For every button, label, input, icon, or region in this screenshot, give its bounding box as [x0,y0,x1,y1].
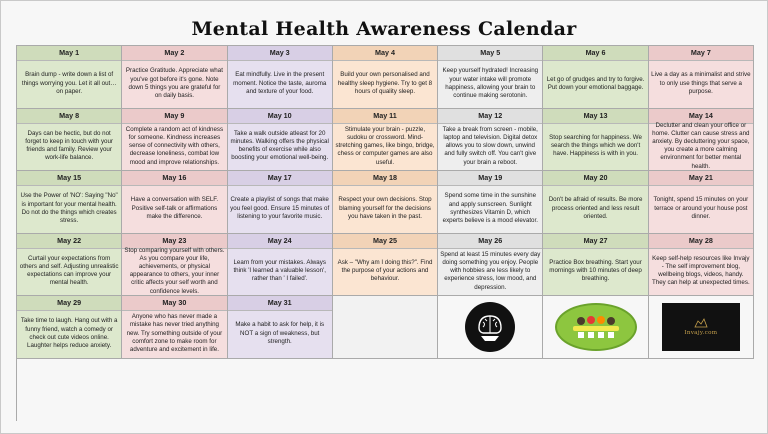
day-cell [122,171,227,234]
day-cell [17,234,122,297]
day-date: May 1 [17,46,121,61]
brand-name: Invajy.com [684,329,718,336]
day-tip: Stimulate your brain - puzzle, sudoku or crossword. Mind-stretching games, like bingo, bridge, chess or computer games are also useful. [335,125,435,166]
day-date: May 7 [649,46,753,61]
day-tip: Complete a random act of kindness for someone. Kindness increases sense of connectivity with others, decrease loneliness, combat low mood and improve relationships. [125,125,224,166]
day-date: May 5 [438,46,542,61]
day-cell [333,171,438,234]
day-date: May 8 [17,109,121,124]
logo-cell [438,296,543,359]
day-tip: Tonight, spend 15 minutes on your terrace or around your house post dinner. [653,196,749,220]
day-date: May 27 [543,234,647,249]
invajy-logo-icon [662,303,740,351]
day-cell [543,109,648,172]
day-date: May 14 [649,109,753,124]
day-date: May 31 [228,296,332,311]
day-date: May 30 [122,296,226,311]
brain-logo-icon [465,302,515,352]
calendar-grid [16,45,754,421]
day-tip: Take a break from screen - mobile, laptop and television. Digital detox allows you to slow down, unwind and fully switch off. You can't give your brain a reboot. [442,125,538,166]
day-cell [122,46,227,109]
day-date: May 15 [17,171,121,186]
day-tip: Curtail your expectations from others and self. Adjusting unrealistic expectations can improve your mental health. [19,254,119,287]
day-date: May 22 [17,234,121,249]
empty-cell [333,296,438,359]
day-date: May 6 [543,46,647,61]
day-date: May 4 [333,46,437,61]
day-date: May 10 [228,109,332,124]
day-tip: Create a playlist of songs that make you feel good. Ensure 15 minutes of listening to your favorite music. [230,196,330,220]
day-cell [228,109,333,172]
day-date: May 2 [122,46,226,61]
day-date: May 26 [438,234,542,249]
day-tip: Spend at least 15 minutes every day doing something you enjoy. People with hobbies are less likely to experience stress, low mood, and depression. [440,250,541,291]
day-tip: Practice Gratitude. Appreciate what you've got before it's gone. Note down 5 things you are grateful for on daily basis. [125,67,223,99]
day-cell [438,46,543,109]
day-date: May 16 [122,171,226,186]
day-cell [649,46,754,109]
day-cell [17,46,122,109]
day-cell [122,296,227,359]
day-cell [543,171,648,234]
day-cell [333,234,438,297]
day-date: May 11 [333,109,437,124]
day-cell [649,109,754,172]
day-tip: Practice Box breathing. Start your mornings with 10 minutes of deep breathing. [549,258,642,283]
day-date: May 13 [543,109,647,124]
day-date: May 12 [438,109,542,124]
page-title: Mental Health Awareness Calendar [191,18,577,40]
day-date: May 18 [333,171,437,186]
day-tip: Learn from your mistakes. Always think 'I learned a valuable lesson', rather than ' I failed'. [233,258,326,283]
day-cell [543,234,648,297]
day-cell [543,46,648,109]
day-tip: Keep self-help resources like Invajy - The self improvement blog, wellbeing blogs, videos, handy. They can help at unexpected times. [652,254,750,287]
day-cell [649,171,754,234]
day-tip: Stop comparing yourself with others. As you compare your life, achievements, or physical appearance to others, your inner critic affects your self worth and confidence levels. [124,246,225,295]
day-tip: Live a day as a minimalist and strive to only use things that serve a purpose. [651,71,751,95]
day-cell [333,109,438,172]
day-cell [122,234,227,297]
day-tip: Have a conversation with SELF. Positive self-talk or affirmations make the difference. [130,196,219,220]
day-date: May 19 [438,171,542,186]
day-tip: Brain dump - write down a list of things worrying you. Let it all out…on paper. [21,71,117,95]
day-tip: Use the Power of 'NO': Saying "No" is important for your mental health. Do not do the things which creates stress. [20,192,118,224]
day-cell [122,109,227,172]
day-cell [17,171,122,234]
day-tip: Declutter and clean your office or home. Clutter can cause stress and anxiety. By decluttering your space, you create a more calming environment for better mental health. [652,121,750,170]
day-date: May 23 [122,234,226,249]
day-tip: Take time to laugh. Hang out with a funny friend, watch a comedy or check out cute videos online. Laughter helps reduce anxiety. [20,317,118,349]
day-tip: Eat mindfully. Live in the present moment. Notice the taste, auroma and texture of your food. [233,71,327,95]
day-date: May 17 [228,171,332,186]
day-date: May 25 [333,234,437,249]
day-cell [228,234,333,297]
title-bar [0,18,768,40]
green-group-logo-icon [555,303,637,351]
day-cell [649,234,754,297]
day-date: May 20 [543,171,647,186]
day-date: May 9 [122,109,226,124]
day-tip: Build your own personalised and healthy sleep hygiene. Try to get 8 hours of quality sleep. [337,71,433,95]
day-cell [438,234,543,297]
logo-cell [649,296,754,359]
day-tip: Days can be hectic, but do not forget to keep in touch with your friends and family. Review your work-life balance. [25,129,113,162]
day-tip: Take a walk outside atleast for 20 minutes. Walking offers the physical benefits of exercise while also boosting your emotional well-being. [230,129,329,162]
day-tip: Stop searching for happiness. We search the things which we don't have. Happiness is with in you. [549,133,642,158]
day-cell [438,109,543,172]
day-tip: Ask – "Why am I doing this?". Find the purpose of your actions and behaviour. [337,258,433,283]
day-date: May 28 [649,234,753,249]
day-tip: Make a habit to ask for help, it is NOT a sign of weakness, but strength. [235,321,325,345]
day-date: May 29 [17,296,121,311]
day-cell [438,171,543,234]
logo-cell [543,296,648,359]
day-date: May 21 [649,171,753,186]
day-cell [228,171,333,234]
day-cell [333,46,438,109]
day-cell [228,296,333,359]
day-tip: Let go of grudges and try to forgive. Put down your emotional baggage. [546,75,645,91]
day-tip: Spend some time in the sunshine and apply sunscreen. Sunlight synthesizes Vitamin D, which experts believe is a mood elevator. [442,192,538,224]
day-tip: Respect your own decisions. Stop blaming yourself for the decisions you have taken in the past. [338,196,432,220]
day-tip: Keep yourself hydrated! Increasing your water intake will promote happiness, allowing your brain to continue making serotonin. [442,67,539,99]
day-cell [17,296,122,359]
day-tip: Don't be afraid of results. Be more process oriented and less result oriented. [548,196,643,220]
day-tip: Anyone who has never made a mistake has never tried anything new. Try something outside of your comfort zone to make room for adventure and excitement in life. [126,313,223,354]
day-date: May 24 [228,234,332,249]
day-date: May 3 [228,46,332,61]
day-cell [228,46,333,109]
day-cell [17,109,122,172]
